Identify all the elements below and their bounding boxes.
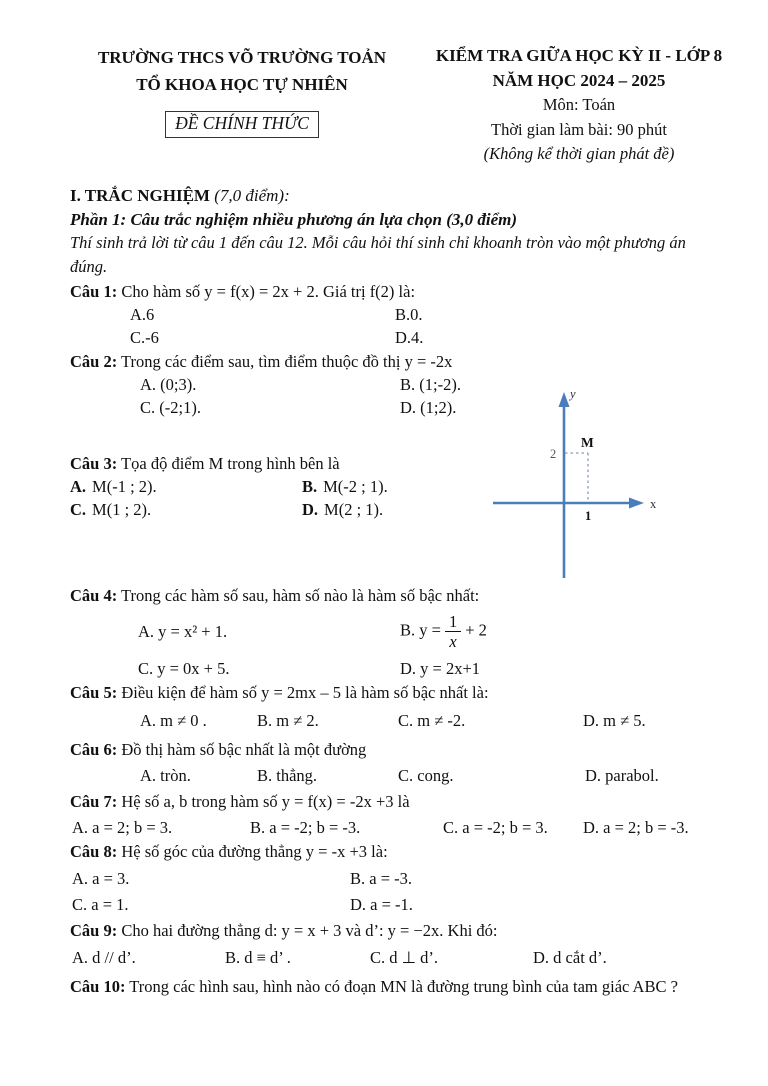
y-tick-label: 2 [550, 447, 557, 461]
department-name: TỔ KHOA HỌC TỰ NHIÊN [136, 75, 348, 94]
option-6b: B. thẳng. [257, 765, 318, 785]
option-7b: B. a = -2; b = -3. [250, 817, 361, 837]
part-heading: Phần 1: Câu trắc nghiệm nhiều phương án lựa chọn (3,0 điểm) [70, 209, 518, 229]
question-1-label: Câu 1: [70, 281, 118, 301]
duration: Thời gian làm bài: 90 phút [491, 119, 667, 139]
question-4-options-row-1 [70, 607, 702, 657]
option-3a: A. M(-1 ; 2). [70, 476, 157, 496]
option-2b: B. (1;-2). [400, 374, 461, 394]
option-4d: D. y = 2x+1 [400, 658, 481, 678]
question-9-label: Câu 9: [70, 920, 118, 940]
option-9a: A. d // d’. [72, 947, 136, 967]
option-6c: C. cong. [398, 765, 454, 785]
question-2-statement: Câu 2: Trong các điểm sau, tìm điểm thuộc đồ thị y = -2x [70, 351, 453, 371]
option-8d: D. a = -1. [350, 894, 413, 914]
option-1a: A.6 [130, 304, 155, 324]
question-5-statement: Câu 5: Điều kiện để hàm số y = 2mx – 5 là hàm số bậc nhất là: [70, 682, 489, 702]
question-7-statement: Câu 7: Hệ số a, b trong hàm số y = f(x) = -2x +3 là [70, 791, 410, 811]
option-6a: A. tròn. [140, 765, 191, 785]
question-9 [70, 919, 702, 969]
coordinate-figure [487, 386, 717, 594]
x-tick-label: 1 [585, 509, 592, 523]
school-name: TRƯỜNG THCS VÕ TRƯỜNG TOẢN [97, 48, 387, 67]
question-6-statement: Câu 6: Đồ thị hàm số bậc nhất là một đường [70, 739, 367, 759]
option-5a: A. m ≠ 0 . [140, 710, 207, 730]
y-axis-arrow-icon [559, 392, 570, 407]
exam-type-wrap [66, 111, 418, 138]
question-6-options [70, 764, 702, 787]
option-5b: B. m ≠ 2. [257, 710, 319, 730]
option-5c: C. m ≠ -2. [398, 710, 466, 730]
question-6 [70, 738, 702, 787]
question-4-statement: Câu 4: Trong các hàm số sau, hàm số nào là hàm số bậc nhất: [70, 585, 480, 605]
duration-note: (Không kể thời gian phát đề) [483, 144, 675, 163]
question-10 [70, 971, 702, 1003]
question-4-label: Câu 4: [70, 585, 118, 605]
option-1b: B.0. [395, 304, 423, 324]
option-7c: C. a = -2; b = 3. [443, 817, 548, 837]
option-2a: A. (0;3). [140, 374, 197, 394]
question-4-options-row-2 [70, 657, 702, 680]
x-axis-arrow-icon [629, 498, 644, 509]
question-7-options [70, 816, 702, 839]
y-axis-label: y [570, 387, 576, 401]
option-9b: B. d ≡ d’ . [225, 947, 291, 967]
question-8 [70, 840, 702, 916]
option-1c: C.-6 [130, 327, 159, 347]
option-3c: C. M(1 ; 2). [70, 499, 152, 519]
question-8-label: Câu 8: [70, 841, 118, 861]
question-10-statement: Câu 10: Trong các hình sau, hình nào có đoạn MN là đường trung bình của tam giác ABC ? [70, 976, 678, 996]
section-heading-points: (7,0 điểm): [209, 185, 290, 205]
option-1d: D.4. [395, 327, 424, 347]
question-7 [70, 790, 702, 839]
exam-title-block [418, 44, 740, 167]
question-7-label: Câu 7: [70, 791, 118, 811]
question-3-label: Câu 3: [70, 453, 118, 473]
option-2c: C. (-2;1). [140, 397, 201, 417]
option-9c: C. d ⊥ d’. [370, 947, 438, 967]
question-3-statement: Câu 3: Tọa độ điểm M trong hình bên là [70, 453, 340, 473]
question-1-options-row-2 [70, 326, 702, 349]
school-block [66, 44, 418, 167]
question-8-statement: Câu 8: Hệ số góc của đường thẳng y = -x +3 là: [70, 841, 388, 861]
point-m-label: M [581, 435, 594, 450]
school-year: NĂM HỌC 2024 – 2025 [492, 70, 666, 90]
question-5 [70, 681, 702, 732]
option-5d: D. m ≠ 5. [583, 710, 646, 730]
exam-header [0, 0, 768, 167]
option-4a: A. y = x² + 1. [138, 622, 228, 641]
section-heading-main: I. TRẮC NGHIỆM [70, 185, 210, 205]
question-9-statement: Câu 9: Cho hai đường thẳng d: y = x + 3 và d’: y = −2x. Khi đó: [70, 920, 498, 940]
option-7d: D. a = 2; b = -3. [583, 817, 689, 837]
section-heading [70, 184, 702, 208]
question-5-label: Câu 5: [70, 682, 118, 702]
option-3d: D. M(2 ; 1). [302, 499, 384, 519]
option-7a: A. a = 2; b = 3. [72, 817, 173, 837]
question-10-label: Câu 10: [70, 976, 126, 996]
option-9d: D. d cắt d’. [533, 947, 607, 967]
subject: Môn: Toán [542, 95, 616, 114]
option-4c: C. y = 0x + 5. [138, 658, 230, 678]
question-9-options [70, 946, 702, 969]
question-4 [70, 584, 702, 680]
instructions: Thí sinh trả lời từ câu 1 đến câu 12. Mỗi câu hỏi thí sinh chỉ khoanh tròn vào một phương án đúng. [70, 232, 686, 276]
exam-title: KIỂM TRA GIỮA HỌC KỲ II - LỚP 8 [435, 46, 723, 65]
option-4b: B. y = $\frac{1}{x}$ + 2 [400, 612, 487, 651]
question-5-options [70, 709, 702, 732]
question-8-options-row-1 [70, 867, 702, 890]
option-6d: D. parabol. [585, 765, 659, 785]
option-2d: D. (1;2). [400, 397, 457, 417]
question-8-options-row-2 [70, 893, 702, 916]
question-6-label: Câu 6: [70, 739, 118, 759]
option-8a: A. a = 3. [72, 868, 130, 888]
question-1-options-row-1 [70, 303, 702, 326]
option-8c: C. a = 1. [72, 894, 129, 914]
question-2-label: Câu 2: [70, 351, 118, 371]
question-1-statement: Câu 1: Cho hàm số y = f(x) = 2x + 2. Giá trị f(2) là: [70, 281, 416, 301]
fraction: $\frac{1}{x}$ [445, 612, 461, 651]
question-1 [70, 280, 702, 349]
option-3b: B. M(-2 ; 1). [302, 476, 388, 496]
option-8b: B. a = -3. [350, 868, 413, 888]
x-axis-label: x [650, 497, 657, 511]
exam-type-badge: ĐỀ CHÍNH THỨC [165, 111, 319, 138]
